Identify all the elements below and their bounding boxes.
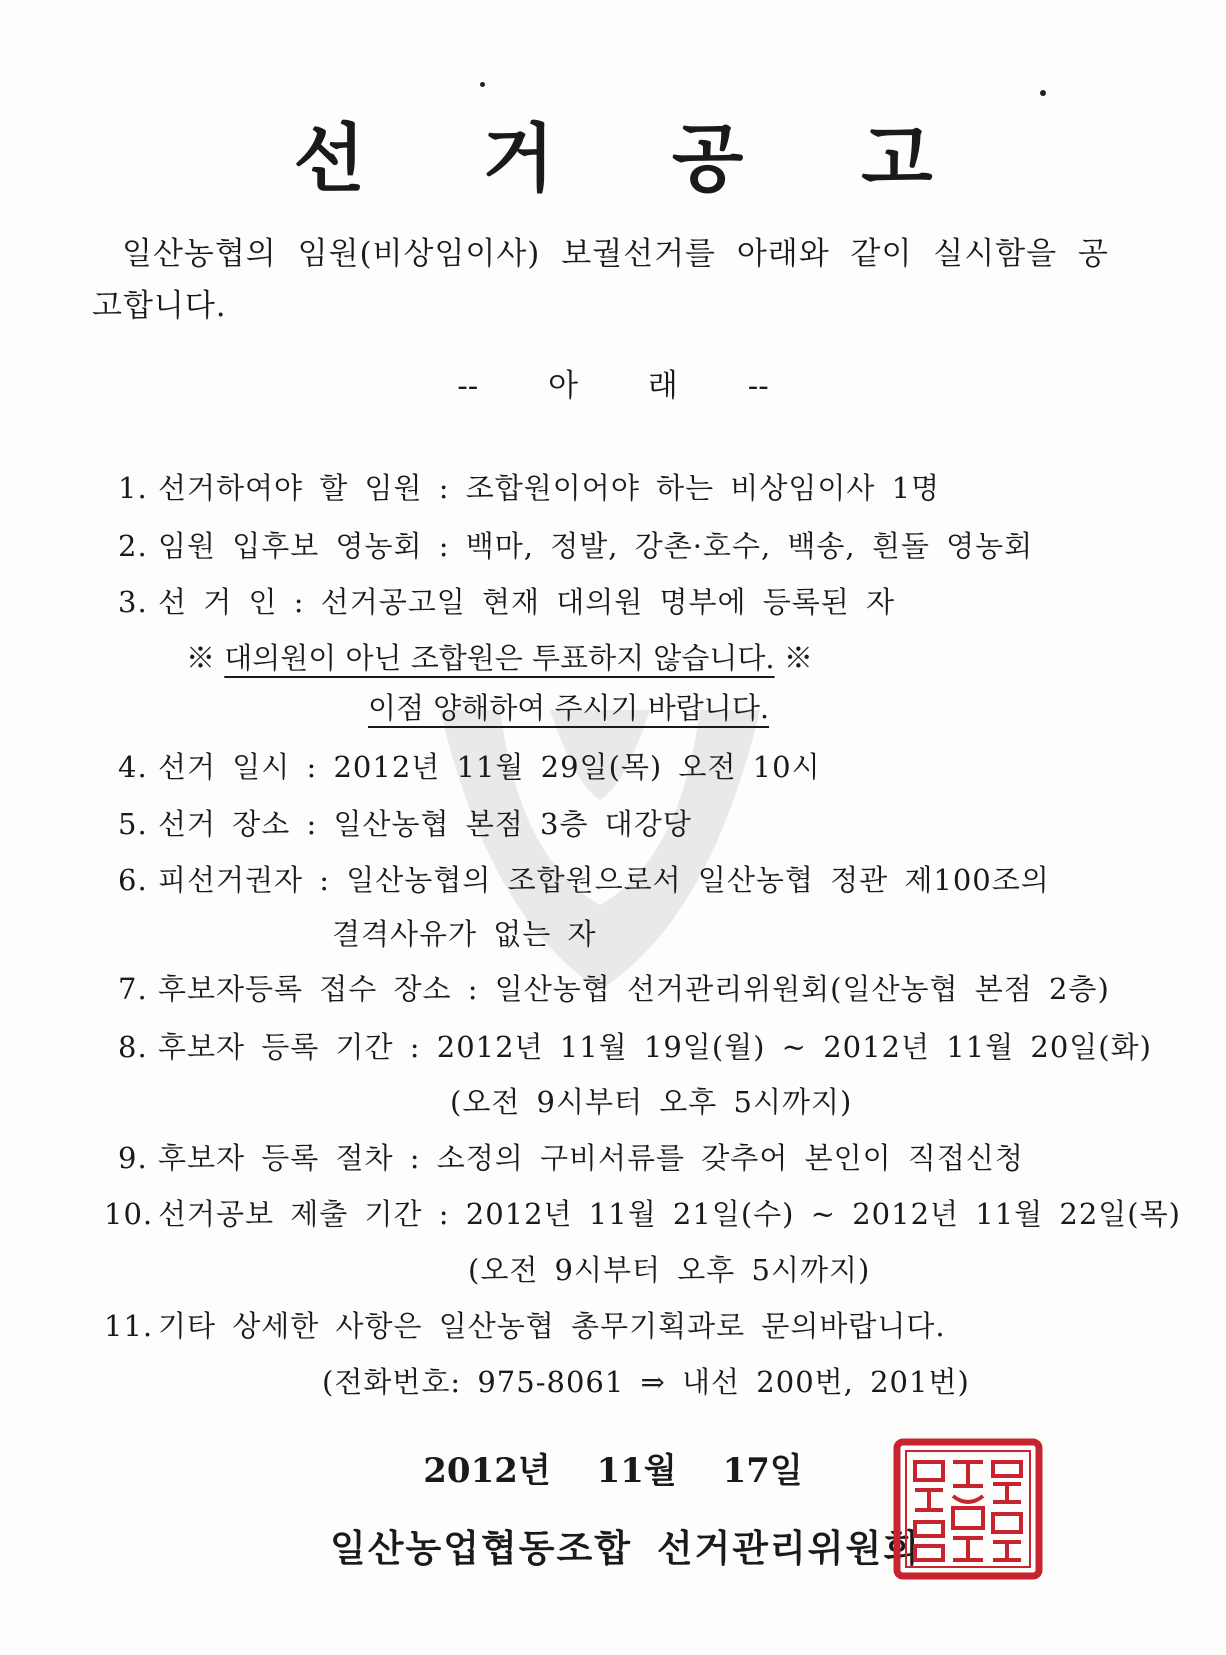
list-item: [118, 967, 1110, 1008]
voter-notice-line-1: [186, 636, 813, 677]
list-item: [118, 858, 1050, 899]
list-item: [104, 1192, 1181, 1233]
intro-paragraph: 일산농협의 임원(비상임이사) 보궐선거를 아래와 같이 실시함을 공고합니다.: [92, 236, 1109, 324]
item-number: 4.: [118, 750, 148, 784]
scan-dot: [480, 82, 485, 87]
list-item: [118, 580, 895, 621]
list-item: [118, 802, 692, 843]
item-continuation: (전화번호: 975-8061 ⇒ 내선 200번, 201번): [322, 1365, 970, 1399]
reference-mark: ※: [186, 641, 216, 675]
item-text: 후보자 등록 절차 : 소정의 구비서류를 갖추어 본인이 직접신청: [158, 1141, 1024, 1175]
item-text: 선 거 인 : 선거공고일 현재 대의원 명부에 등록된 자: [158, 585, 896, 619]
below-heading: -- 아 래 --: [457, 368, 769, 404]
item-number: 3.: [118, 585, 148, 619]
item-text: 임원 입후보 영농회 : 백마, 정발, 강촌·호수, 백송, 흰돌 영농회: [158, 529, 1034, 563]
document-title: 선 거 공 고: [293, 116, 979, 202]
list-item: [118, 745, 821, 786]
item-continuation: (오전 9시부터 오후 5시까지): [468, 1253, 871, 1287]
item-number: 1.: [118, 471, 148, 505]
item-number: 11.: [104, 1309, 154, 1343]
item-text: 피선거권자 : 일산농협의 조합원으로서 일산농협 정관 제100조의: [158, 863, 1050, 897]
list-item: [118, 524, 1033, 565]
item-number: 5.: [118, 807, 148, 841]
item-text: 선거공보 제출 기간 : 2012년 11월 21일(수) ~ 2012년 11월 22일(목): [158, 1197, 1181, 1231]
list-item: [118, 1025, 1152, 1066]
scan-dot: [1040, 90, 1046, 96]
item-text: 후보자등록 접수 장소 : 일산농협 선거관리위원회(일산농협 본점 2층): [158, 972, 1110, 1006]
item-number: 9.: [118, 1141, 148, 1175]
item-continuation: (오전 9시부터 오후 5시까지): [450, 1085, 853, 1119]
notice-text: 이점 양해하여 주시기 바랍니다.: [368, 691, 770, 725]
list-item: [118, 466, 940, 507]
item-number: 6.: [118, 863, 148, 897]
issuing-organization: 일산농업협동조합 선거관리위원회: [330, 1526, 922, 1570]
item-number: 7.: [118, 972, 148, 1006]
item-text: 선거 장소 : 일산농협 본점 3층 대강당: [158, 807, 692, 841]
official-seal-stamp: [893, 1438, 1043, 1580]
nonghyup-watermark-logo: [400, 690, 800, 1000]
notice-date: 2012년 11월 17일: [423, 1451, 803, 1491]
voter-notice-line-2: [368, 686, 769, 727]
item-number: 8.: [118, 1030, 148, 1064]
notice-text: 대의원이 아닌 조합원은 투표하지 않습니다.: [224, 641, 775, 675]
list-item: [118, 1136, 1024, 1177]
item-number: 10.: [104, 1197, 154, 1231]
item-text: 선거 일시 : 2012년 11월 29일(목) 오전 10시: [158, 750, 821, 784]
item-text: 기타 상세한 사항은 일산농협 총무기획과로 문의바랍니다.: [158, 1309, 946, 1343]
item-continuation: 결격사유가 없는 자: [332, 917, 597, 951]
item-text: 선거하여야 할 임원 : 조합원이어야 하는 비상임이사 1명: [158, 471, 941, 505]
reference-mark: ※: [783, 641, 813, 675]
item-number: 2.: [118, 529, 148, 563]
list-item: [104, 1304, 946, 1345]
item-text: 후보자 등록 기간 : 2012년 11월 19일(월) ~ 2012년 11월 20일(화): [158, 1030, 1152, 1064]
